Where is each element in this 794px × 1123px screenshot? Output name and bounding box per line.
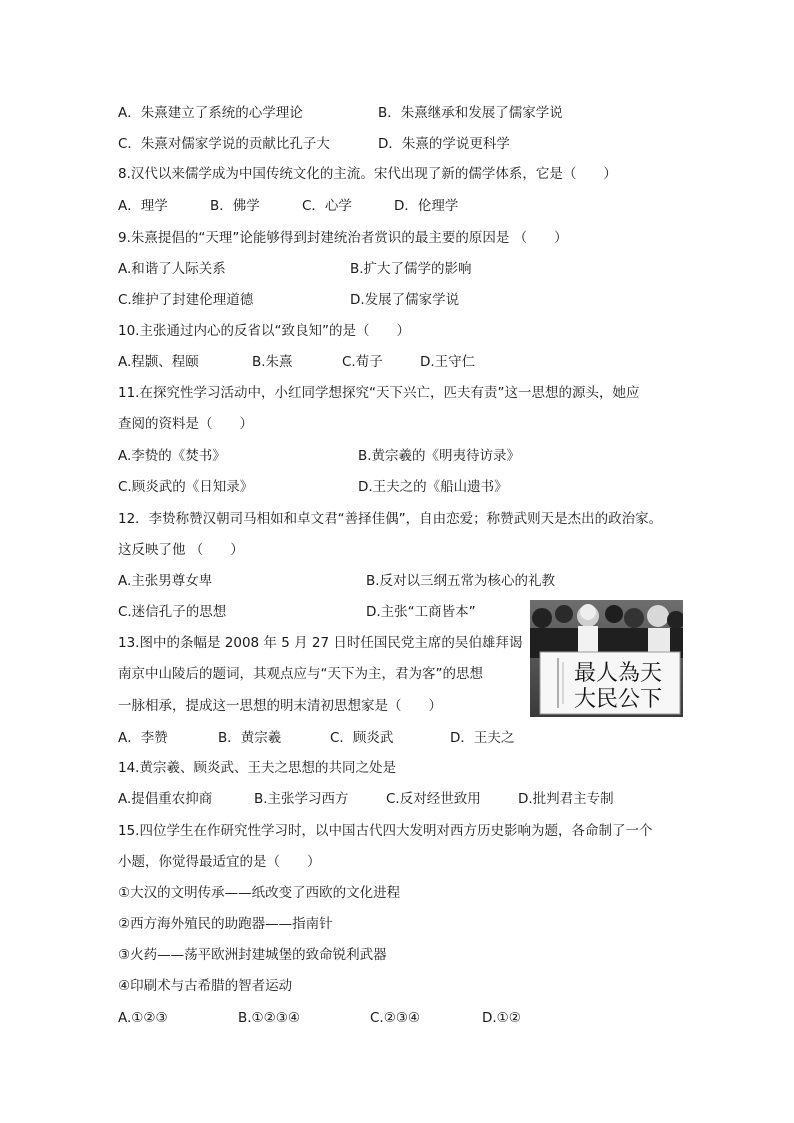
q10-option-b[interactable]: B.朱熹 (252, 354, 293, 370)
calligraphy-banner-photo (530, 600, 683, 717)
q14-option-a[interactable]: A.提倡重农抑商 (118, 791, 213, 807)
q11-option-d[interactable]: D.王夫之的《船山遗书》 (358, 479, 508, 495)
q12-stem-line1: 12．李贽称赞汉朝司马相如和卓文君“善择佳偶”，自由恋爱；称赞武则天是杰出的政治家。 (118, 511, 663, 527)
q9-option-a[interactable]: A.和谐了人际关系 (118, 261, 226, 277)
banner-text-line2: 大民公下 (574, 687, 663, 712)
q9-stem: 9.朱熹提倡的“天理”论能够得到封建统治者赏识的最主要的原因是 （ ） (118, 230, 568, 246)
q8-option-b[interactable]: B．佛学 (210, 198, 260, 214)
q8-option-a[interactable]: A．理学 (118, 198, 168, 214)
q8-option-c[interactable]: C．心学 (302, 198, 352, 214)
q12-option-b[interactable]: B.反对以三纲五常为核心的礼教 (366, 573, 556, 589)
banner-text-line1: 最人為天 (574, 661, 663, 686)
q15-stem-line1: 15.四位学生在作研究性学习时，以中国古代四大发明对西方历史影响为题，各命制了一个 (118, 823, 653, 839)
q13-stem-line1: 13.图中的条幅是 2008 年 5 月 27 日时任国民党主席的吴伯雄拜谒 (118, 635, 523, 651)
q15-stem-line2: 小题，你觉得最适宜的是（ ） (118, 854, 321, 870)
q10-stem: 10.主张通过内心的反省以“致良知”的是（ ） (118, 323, 410, 339)
q14-option-d[interactable]: D.批判君主专制 (518, 791, 614, 807)
q15-item-4: ④印刷术与古希腊的智者运动 (118, 978, 293, 994)
q14-option-c[interactable]: C.反对经世致用 (386, 791, 481, 807)
q12-option-d[interactable]: D.主张“工商皆本” (366, 604, 476, 620)
q15-option-d[interactable]: D.①② (482, 1010, 521, 1026)
q15-option-c[interactable]: C.②③④ (370, 1010, 421, 1026)
photo-illustration (530, 600, 683, 717)
q7-option-a[interactable]: A．朱熹建立了系统的心学理论 (118, 105, 303, 121)
q14-option-b[interactable]: B.主张学习西方 (254, 791, 349, 807)
q12-option-a[interactable]: A.主张男尊女卑 (118, 573, 213, 589)
q9-option-d[interactable]: D.发展了儒家学说 (350, 292, 460, 308)
q8-option-d[interactable]: D．伦理学 (394, 198, 459, 214)
q15-option-b[interactable]: B.①②③④ (238, 1010, 300, 1026)
q7-option-c[interactable]: C．朱熹对儒家学说的贡献比孔子大 (118, 136, 330, 152)
q11-stem-line1: 11.在探究性学习活动中，小红同学想探究“天下兴亡，匹夫有责”这一思想的源头，她应 (118, 385, 640, 401)
q9-option-c[interactable]: C.维护了封建伦理道德 (118, 292, 254, 308)
q11-option-b[interactable]: B.黄宗羲的《明夷待访录》 (358, 448, 521, 464)
q13-option-b[interactable]: B．黄宗羲 (218, 730, 282, 746)
q7-option-d[interactable]: D．朱熹的学说更科学 (378, 136, 510, 152)
q8-stem: 8.汉代以来儒学成为中国传统文化的主流。宋代出现了新的儒学体系，它是（ ） (118, 166, 617, 182)
q13-stem-line2: 南京中山陵后的题词，其观点应与“天下为主，君为客”的思想 (118, 666, 483, 682)
q12-option-c[interactable]: C.迷信孔子的思想 (118, 604, 227, 620)
q13-option-d[interactable]: D．王夫之 (450, 730, 515, 746)
q15-item-3: ③火药——荡平欧洲封建城堡的致命锐利武器 (118, 947, 387, 963)
q13-stem-line3: 一脉相承，提成这一思想的明末清初思想家是（ ） (118, 698, 442, 714)
q10-option-c[interactable]: C.荀子 (342, 354, 383, 370)
q15-option-a[interactable]: A.①②③ (118, 1010, 168, 1026)
q7-option-b[interactable]: B．朱熹继承和发展了儒家学说 (378, 105, 563, 121)
q13-option-c[interactable]: C．顾炎武 (330, 730, 394, 746)
q10-option-a[interactable]: A.程颢、程颐 (118, 354, 199, 370)
q9-option-b[interactable]: B.扩大了儒学的影响 (350, 261, 472, 277)
q11-stem-line2: 查阅的资料是（ ） (118, 416, 253, 432)
q10-option-d[interactable]: D.王守仁 (420, 354, 476, 370)
q15-item-1: ①大汉的文明传承——纸改变了西欧的文化进程 (118, 885, 401, 901)
q15-item-2: ②西方海外殖民的助跑器——指南针 (118, 916, 333, 932)
q14-stem: 14.黄宗羲、顾炎武、王夫之思想的共同之处是 (118, 760, 396, 776)
q12-stem-line2: 这反映了他 （ ） (118, 542, 244, 558)
q11-option-c[interactable]: C.顾炎武的《日知录》 (118, 479, 254, 495)
q13-option-a[interactable]: A．李赞 (118, 730, 168, 746)
q11-option-a[interactable]: A.李贽的《焚书》 (118, 448, 226, 464)
